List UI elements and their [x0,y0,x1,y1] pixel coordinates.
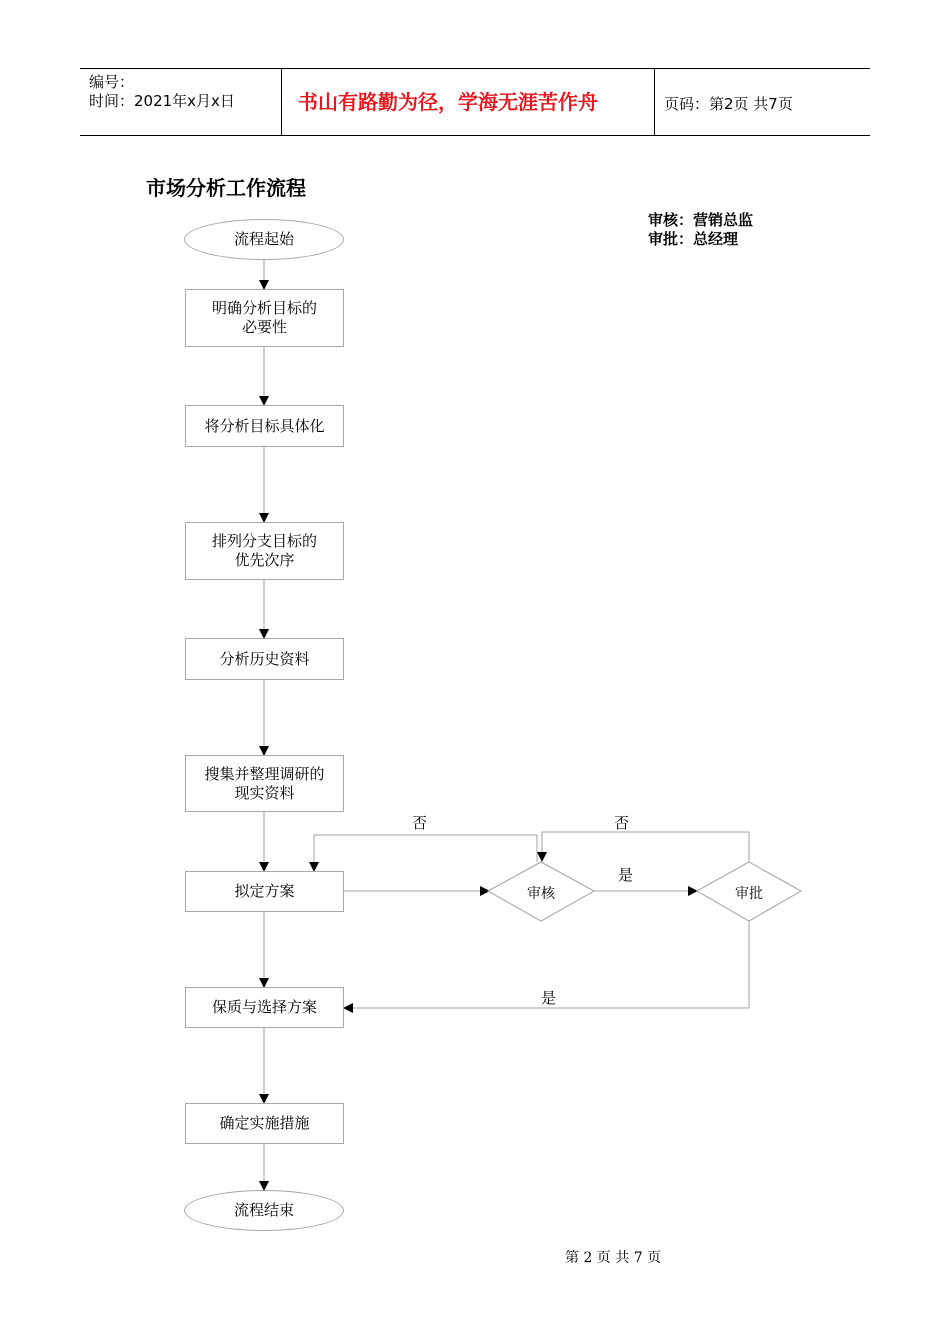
step-analyze-history-label: 分析历史资料 [219,649,310,668]
step-prioritize-line1: 排列分支目标的 [211,532,317,550]
step-select-plan [185,987,344,1028]
step-draft-plan-label: 拟定方案 [234,882,295,900]
step-prioritize [185,522,344,580]
step-collect-data [185,755,344,812]
document-title: 市场分析工作流程 [146,176,306,200]
step-collect-data-line1: 搜集并整理调研的 [204,764,325,783]
start-node-label: 流程起始 [233,230,294,248]
step-implement [185,1103,344,1144]
number-label: 编号： [89,73,135,91]
end-node [184,1190,344,1231]
step-select-plan-label: 保质与选择方案 [211,998,317,1016]
step-draft-plan [185,871,344,912]
approve-no-label: 否 [614,814,630,832]
step-concretize-goal [185,405,344,447]
step-clarify-goal-line1: 明确分析目标的 [211,299,317,317]
approve-yes-label: 是 [541,989,557,1007]
motto-text: 书山有路勤为径，学海无涯苦作舟 [298,90,598,114]
page-label: 页码：第2页 共7页 [664,95,793,113]
step-prioritize-line2: 优先次序 [234,551,295,569]
review-yes-label: 是 [618,866,634,884]
step-implement-label: 确定实施措施 [219,1114,310,1132]
step-clarify-goal-line2: 必要性 [241,318,287,336]
step-analyze-history [185,638,344,680]
footer-page-number: 第 2 页 共 7 页 [565,1250,662,1266]
step-concretize-goal-label: 将分析目标具体化 [204,416,325,435]
step-clarify-goal [185,289,344,347]
reviewer-label: 审核：营销总监 [648,211,754,229]
edge-review-no [314,835,537,871]
step-collect-data-line2: 现实资料 [234,783,295,802]
start-node [184,219,344,260]
review-no-label: 否 [412,814,428,832]
approver-label: 审批：总经理 [648,230,739,248]
end-node-label: 流程结束 [233,1201,294,1219]
time-label: 时间：2021年x月x日 [89,92,235,110]
edge-approve-no [542,832,749,862]
review-diamond-label: 审核 [527,886,555,902]
approve-diamond-label: 审批 [735,886,763,902]
